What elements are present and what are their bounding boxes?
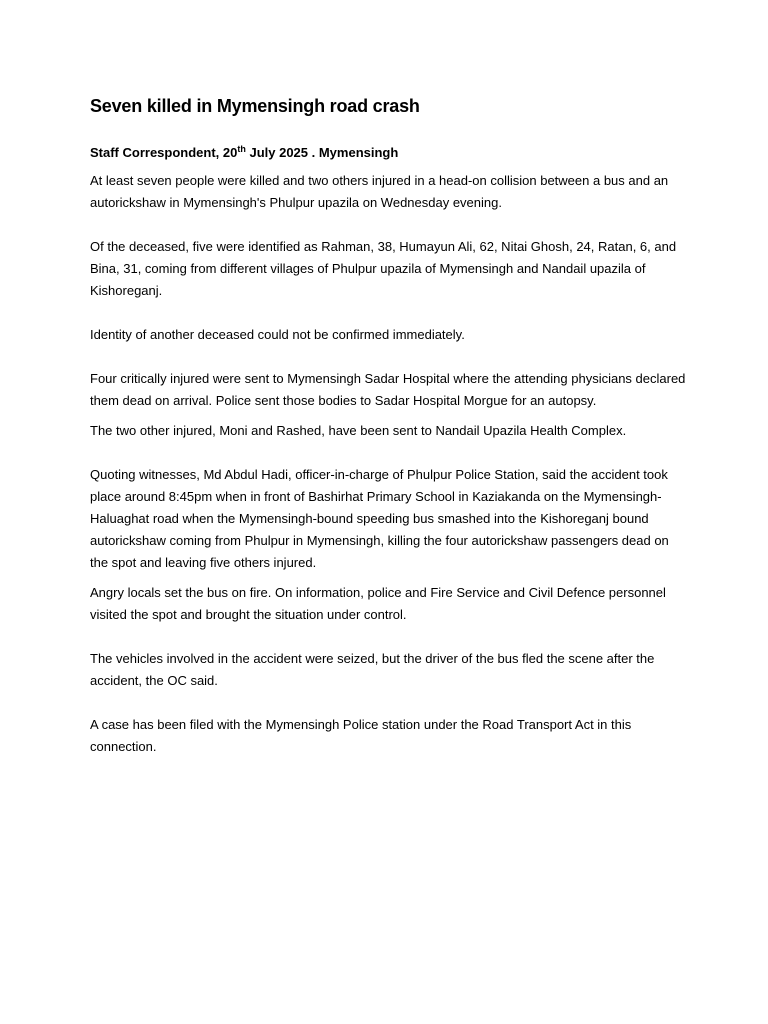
paragraph-1: At least seven people were killed and two others injured in a head-on collision between a bus and an autorickshaw in Mymensingh's Phulpur upazila on Wednesday evening. bbox=[90, 173, 669, 210]
paragraph-4: Four critically injured were sent to Mymensingh Sadar Hospital where the attending physicians declared them dead on arrival. Police sent those bodies to Sadar Hospital Morgue for an autopsy. bbox=[90, 371, 686, 408]
paragraph-3: Identity of another deceased could not be confirmed immediately. bbox=[90, 327, 465, 342]
byline bbox=[90, 144, 690, 162]
byline-suffix: July 2025 . Mymensingh bbox=[245, 145, 399, 160]
paragraph-2: Of the deceased, five were identified as Rahman, 38, Humayun Ali, 62, Nitai Ghosh, 24, Ratan, 6, and Bina, 31, coming from different villages of Phulpur upazila of Mymensingh and Nandail upazila of Kishoreganj. bbox=[90, 239, 677, 298]
paragraph-8: The vehicles involved in the accident were seized, but the driver of the bus fled the scene after the accident, the OC said. bbox=[90, 651, 655, 688]
paragraph-6: Quoting witnesses, Md Abdul Hadi, officer-in-charge of Phulpur Police Station, said the accident took place around 8:45pm when in front of Bashirhat Primary School in Kaziakanda on the Mymensingh-Haluaghat road when the Mymensingh-bound speeding bus smashed into the Kishoreganj bound autorickshaw coming from Phulpur in Mymensingh, killing the four autorickshaw passengers dead on the spot and leaving five others injured. bbox=[90, 467, 669, 570]
byline-ordinal: th bbox=[237, 144, 246, 154]
document-page bbox=[90, 94, 690, 758]
paragraph-5: The two other injured, Moni and Rashed, have been sent to Nandail Upazila Health Complex. bbox=[90, 423, 627, 438]
byline-prefix: Staff Correspondent, 20 bbox=[90, 145, 238, 160]
paragraph-9: A case has been filed with the Mymensingh Police station under the Road Transport Act in this connection. bbox=[90, 717, 632, 754]
paragraph-7: Angry locals set the bus on fire. On information, police and Fire Service and Civil Defence personnel visited the spot and brought the situation under control. bbox=[90, 585, 666, 622]
headline: Seven killed in Mymensingh road crash bbox=[90, 96, 420, 116]
